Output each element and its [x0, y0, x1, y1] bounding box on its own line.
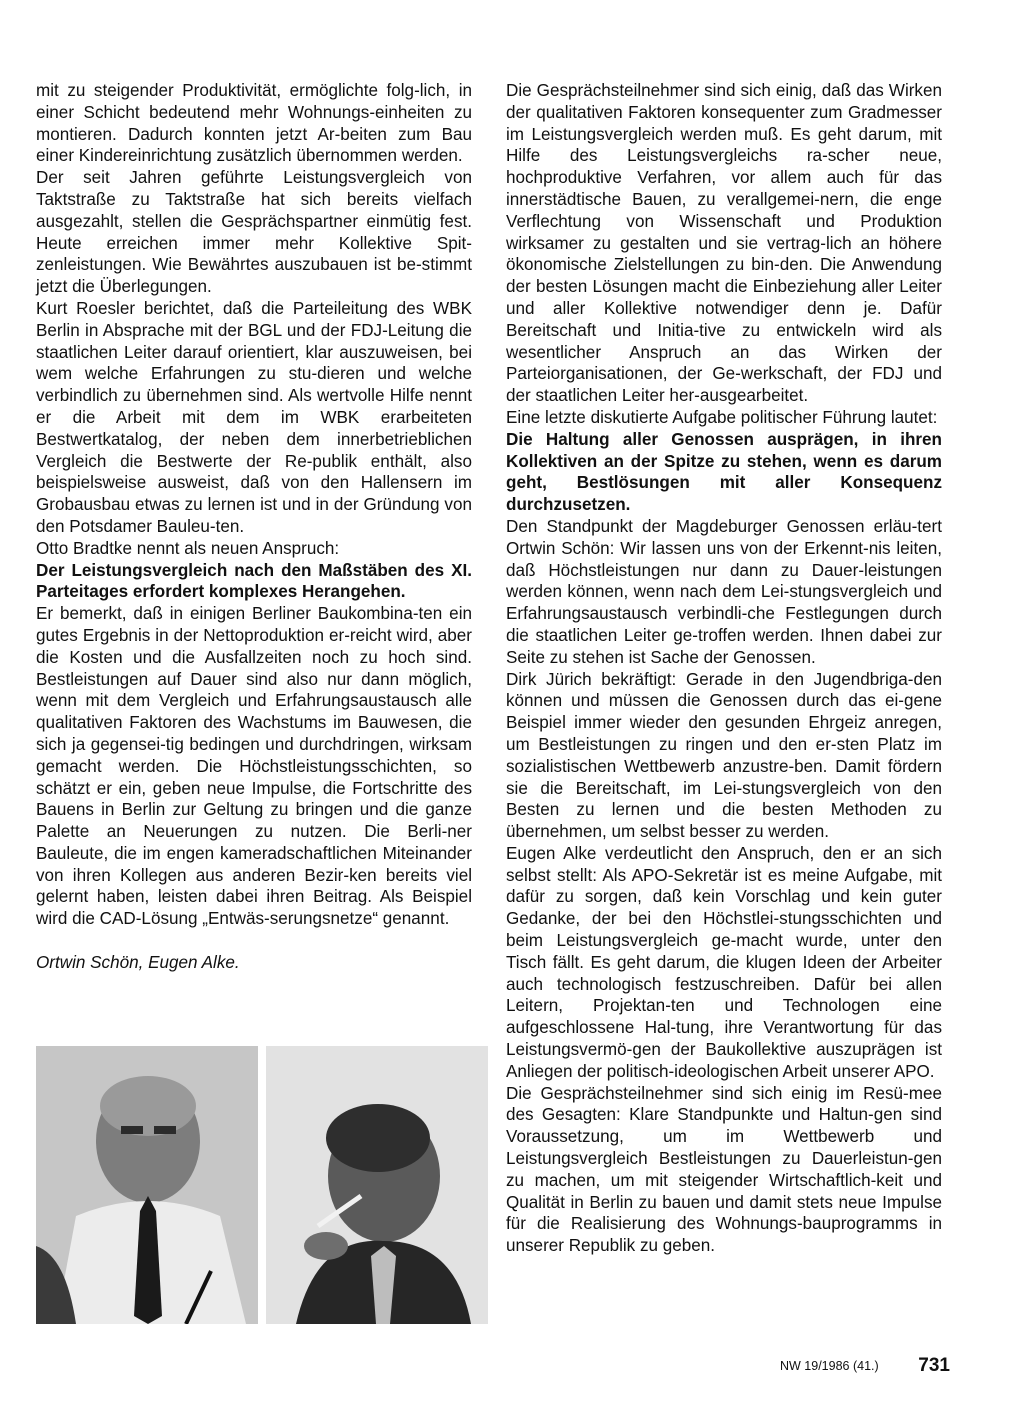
- left-column: [36, 80, 472, 974]
- right-column: [506, 80, 942, 1257]
- paragraph: Die Gesprächsteilnehmer sind sich einig im Resü-mee des Gesagten: Klare Standpunkte und Haltun-gen sind Voraussetzung, um im Wettbewerb und Leistungsvergleich Bestleistungen zu Dauerleistun-gen zu machen, um mit steigender Wirtschaftlich-keit und Qualität in Berlin zu bauen und damit stets neue Impulse für die Realisierung des Wohnungs-bauprogramms in unserer Republik zu geben.: [506, 1083, 942, 1256]
- bold-heading: Der Leistungsvergleich nach den Maßstäben des XI. Parteitages erfordert komplexes Herangehen.: [36, 560, 472, 602]
- bold-heading: Die Haltung aller Genossen ausprägen, in ihren Kollektiven an der Spitze zu stehen, wenn es darum geht, Bestlösungen mit aller Konsequenz durchzusetzen.: [506, 429, 942, 515]
- paragraph: Den Standpunkt der Magdeburger Genossen erläu-tert Ortwin Schön: Wir lassen uns von der Erkennt-nis leiten, daß Höchstleistungen nur dann zu Dauer-leistungen werden können, wenn nach dem Lei-stungsvergleich und Erfahrungsaustausch verbindli-che Festlegungen durch die staatlichen Leiter ge-troffen werden. Ihnen dabei zur Seite zu stehen ist Sache der Genossen.: [506, 516, 942, 667]
- portrait-photo-ortwin-schoen: [36, 1046, 258, 1324]
- paragraph: Eine letzte diskutierte Aufgabe politischer Führung lautet:: [506, 407, 938, 427]
- paragraph: Kurt Roesler berichtet, daß die Parteileitung des WBK Berlin in Absprache mit der BGL und der FDJ-Leitung die staatlichen Leiter darauf orientiert, klar auszuweisen, bei wem welche Erfahrungen zu stu-dieren und welche verbindlich zu übernehmen sind. Als wertvolle Hilfe nennt er die Arbeit mit dem im WBK erarbeiteten Bestwertkatalog, der neben dem innerbetrieblichen Vergleich die Bestwerte der Re-publik enthält, also beispielsweise ausweist, daß von den Hallensern im Grobausbau etwas zu lernen ist und in der Gründung von den Potsdamer Bauleu-ten.: [36, 298, 472, 536]
- issue-label: NW 19/1986 (41.): [780, 1359, 879, 1373]
- paragraph: Die Gesprächsteilnehmer sind sich einig, daß das Wirken der qualitativen Faktoren konsequenter zum Gradmesser im Leistungsvergleich werden muß. Es geht darum, mit Hilfe des Leistungsvergleichs ra-scher neue, hochproduktive Verfahren, vor allem auch für das innerstädtische Bauen, zu verallgemei-nern, die enge Verflechtung von Wissenschaft und Produktion wirksamer zu gestalten und sie vertrag-lich an höhere ökonomische Zielstellungen zu bin-den. Die Anwendung der besten Lösungen macht die Einbeziehung aller Leiter und aller Kollektive notwendiger denn je. Dafür Bereitschaft und Initia-tive zu entwickeln wird als wesentlicher Anspruch an das Wirken der Parteiorganisationen, der Ge-werkschaft, der FDJ und der staatlichen Leiter her-ausgearbeitet.: [506, 81, 942, 406]
- page-footer: [780, 1355, 950, 1377]
- photo-2-graphic: [266, 1046, 488, 1324]
- photo-caption: Ortwin Schön, Eugen Alke.: [36, 953, 240, 973]
- portrait-photo-eugen-alke: [266, 1046, 488, 1324]
- paragraph: Eugen Alke verdeutlicht den Anspruch, den er an sich selbst stellt: Als APO-Sekretär ist es meine Aufgabe, mit dafür zu sorgen, daß kein Vorschlag und kein guter Gedanke, der bei den Höchstlei-stungsschichten und beim Leistungsvergleich ge-macht wurde, unter den Tisch fällt. Es geht darum, die klugen Ideen der Arbeiter auch technologisch festzuschreiben. Dafür bei allen Leitern, Projektan-ten und Technologen eine aufgeschlossene Hal-tung, ihre Verantwortung für das Leistungsvermö-gen der Baukollektive auszuprägen ist Anliegen der politisch-ideologischen Arbeit unserer APO.: [506, 843, 942, 1081]
- paragraph: Dirk Jürich bekräftigt: Gerade in den Jugendbriga-den können und müssen die Genossen durch das ei-gene Beispiel immer wieder den gesunden Ehrgeiz anregen, um Bestleistungen zu ringen und den er-sten Platz im sozialistischen Wettbewerb anzustre-ben. Damit fördern sie die Bereitschaft, im Lei-stungsvergleich von den Besten zu lernen und die besten Methoden zu übernehmen, um selbst besser zu werden.: [506, 669, 942, 842]
- paragraph: Otto Bradtke nennt als neuen Anspruch:: [36, 538, 340, 558]
- paragraph: mit zu steigender Produktivität, ermöglichte folg-lich, in einer Schicht bedeutend mehr Wohnungs-einheiten zu montieren. Dadurch konnten jetzt Ar-beiten zum Bau einer Kindereinrichtung zusätzlich übernommen werden.: [36, 81, 472, 166]
- paragraph: Der seit Jahren geführte Leistungsvergleich von Taktstraße zu Taktstraße hat sich bereits vielfach ausgezahlt, stellen die Gesprächspartner einmütig fest. Heute erreichen immer mehr Kollektive Spit-zenleistungen. Wie Bewährtes auszubauen ist be-stimmt jetzt die Überlegungen.: [36, 168, 472, 297]
- paragraph: Er bemerkt, daß in einigen Berliner Baukombina-ten ein gutes Ergebnis in der Nettoproduktion er-reicht wird, aber die Kosten und die Ausfallzeiten noch zu hoch sind. Bestleistungen auf Dauer sind also nur dann möglich, wenn mit dem Vergleich und Erfahrungsaustausch alle qualitativen Faktoren des Wachstums im Bauwesen, die sich ja gegensei-tig bedingen und durchdringen, wirksam gemacht werden. Die Höchstleistungsschichten, so schätzt er ein, geben neue Impulse, die Fortschritte des Bauens in Berlin zur Geltung zu bringen und die ganze Palette an Neuerungen zu nutzen. Die Berli-ner Bauleute, die im engen kameradschaftlichen Miteinander von ihren Kollegen aus anderen Bezir-ken bereits viel gelernt haben, leisten dabei ihren Beitrag. Als Beispiel wird die CAD-Lösung „Entwäs-serungsnetze“ genannt.: [36, 604, 472, 929]
- photo-1-graphic: [36, 1046, 258, 1324]
- photo-pair: [36, 1046, 488, 1328]
- page-number: 731: [918, 1355, 950, 1376]
